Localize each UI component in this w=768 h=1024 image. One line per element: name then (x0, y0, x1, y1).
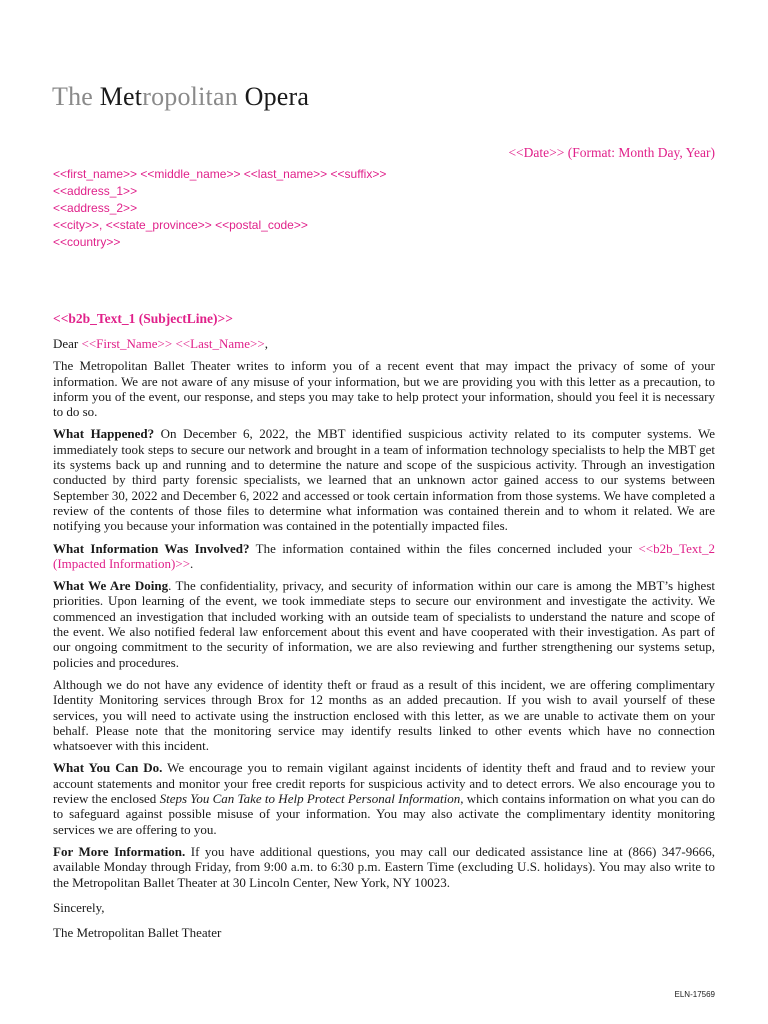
logo-ropolitan: ropolitan (142, 82, 238, 111)
what-doing-text: . The confidentiality, privacy, and security of information within our care is among the MBT’s highest priorities. Upon learning of the event, we took immediate steps to secure our environment and investigate the activity. We commenced an investigation that included working with an outside team of specialists to understand the nature and scope of the event. We also notified federal law enforcement about this event and have cooperated with their investigation. As part of our ongoing commitment to the security of information, we are also reviewing and further strengthening our systems setup, policies and procedures. (53, 578, 715, 670)
intro-paragraph: The Metropolitan Ballet Theater writes to inform you of a recent event that may impact the privacy of some of your information. We are not aware of any misuse of your information, but we are providing you with this letter as a precaution, to inform you of the event, our response, and steps you may take to help protect your information, should you feel it is necessary to do so. (53, 358, 715, 420)
what-info-paragraph (53, 541, 715, 572)
footer-code: ELN-17569 (674, 990, 715, 999)
what-you-can-do-paragraph (53, 760, 715, 836)
more-info-text: If you have additional questions, you may call our dedicated assistance line at (866) 347-9666, available Monday through Friday, from 9:00 a.m. to 6:30 p.m. Eastern Time (excluding U.S. holidays). You may also write to the Metropolitan Ballet Theater at 30 Lincoln Center, New York, NY 10023. (53, 843, 715, 890)
closing: Sincerely, (53, 899, 105, 915)
impacted-info-placeholder: <<b2b_Text_2 (Impacted Information)>> (53, 540, 715, 571)
what-info-heading: What Information Was Involved? (53, 540, 250, 556)
met-opera-logo (52, 82, 309, 112)
address-line-country: <<country>> (53, 235, 121, 249)
what-info-end: . (190, 555, 194, 571)
date-placeholder: <<Date>> (Format: Month Day, Year) (508, 145, 715, 160)
salutation-suffix: , (264, 336, 268, 351)
more-info-paragraph (53, 844, 715, 890)
logo-met: Met (99, 82, 143, 111)
address-line-city: <<city>>, <<state_province>> <<postal_code>> (53, 218, 308, 232)
address-line-name: <<first_name>> <<middle_name>> <<last_name>> <<suffix>> (53, 167, 387, 181)
more-info-heading: For More Information. (53, 843, 186, 859)
salutation-prefix: Dear (53, 336, 82, 351)
recipient-address (53, 166, 386, 251)
address-line-2: <<address_2>> (53, 201, 138, 215)
signature: The Metropolitan Ballet Theater (53, 925, 222, 941)
what-info-text: The information contained within the files concerned included your (249, 540, 639, 556)
what-happened-text: On December 6, 2022, the MBT identified suspicious activity related to its computer systems. We immediately took steps to secure our network and brought in a team of information technology specialists to help the MBT get its systems back up and running and to determine the nature and scope of the suspicious activity. Through an investigation conducted by third party forensic specialists, we learned that an unknown actor gained access to our systems between September 30, 2022 and December 6, 2022 and accessed or took certain information from those systems. We have completed a review of the contents of those files to determine what information was contained therein and to whom it related. We are notifying you because your information was contained in the potentially impacted files. (53, 426, 716, 534)
salutation (53, 336, 715, 351)
letter-body (53, 336, 715, 947)
logo-the: The (52, 82, 100, 111)
monitoring-paragraph: Although we do not have any evidence of identity theft or fraud as a result of this incident, we are offering complimentary Identity Monitoring services through Brox for 12 months as an added precaution. If you wish to avail yourself of these services, you will need to activate using the instruction enclosed with this letter, as we are unable to activate them on your behalf. Please note that the monitoring service may identify results linked to other events which have no connection whatsoever with this incident. (53, 676, 715, 754)
what-doing-paragraph (53, 578, 715, 670)
what-you-can-do-heading: What You Can Do. (53, 760, 163, 776)
subject-line: <<b2b_Text_1 (SubjectLine)>> (53, 311, 233, 326)
enclosed-steps-title: Steps You Can Take to Help Protect Personal Information (159, 791, 461, 807)
what-happened-heading: What Happened? (53, 426, 155, 442)
salutation-name: <<First_Name>> <<Last_Name>> (81, 336, 265, 351)
what-happened-paragraph (53, 426, 715, 533)
what-doing-heading: What We Are Doing (53, 578, 169, 594)
what-you-can-do-text-1: We encourage you to remain vigilant against incidents of identity theft and fraud and to review your account statements and monitor your free credit reports for suspicious activity and to detect errors. We also encourage you to review the enclosed (53, 760, 715, 807)
what-you-can-do-text-2: , which contains information on what you can do to safeguard against possible misuse of your information. You may also activate the complimentary identity monitoring services we are offering to you. (53, 791, 716, 837)
logo-opera: Opera (237, 82, 310, 111)
address-line-1: <<address_1>> (53, 184, 138, 198)
